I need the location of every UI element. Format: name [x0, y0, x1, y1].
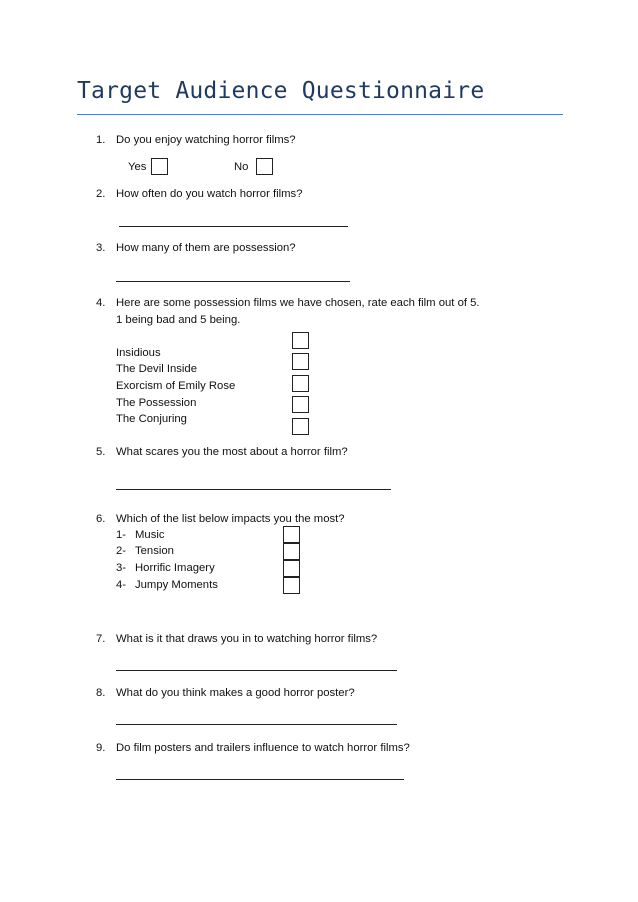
film-rating-box[interactable] [292, 396, 309, 413]
impact-rank-box[interactable] [283, 526, 300, 543]
q5-answer-line[interactable] [116, 489, 391, 490]
q2-answer-line[interactable] [119, 226, 348, 227]
title-underline [77, 114, 563, 115]
q2-number: 2. [96, 188, 106, 200]
film-item: The Possession [116, 397, 197, 409]
q3-answer-line[interactable] [116, 281, 350, 282]
q1-number: 1. [96, 134, 106, 146]
film-item: Insidious [116, 347, 161, 359]
option-label: Music [135, 529, 165, 541]
q1-text: Do you enjoy watching horror films? [116, 134, 296, 146]
q3-number: 3. [96, 242, 106, 254]
q6-number: 6. [96, 513, 106, 525]
film-item: The Devil Inside [116, 363, 197, 375]
film-item: Exorcism of Emily Rose [116, 380, 236, 392]
q5-text: What scares you the most about a horror film? [116, 446, 348, 458]
q1-no-checkbox[interactable] [256, 158, 273, 175]
option-number: 4- [116, 579, 127, 591]
q9-number: 9. [96, 742, 106, 754]
q7-number: 7. [96, 633, 106, 645]
option-number: 2- [116, 545, 127, 557]
option-label: Jumpy Moments [135, 579, 218, 591]
q1-no-label: No [234, 161, 249, 173]
film-rating-box[interactable] [292, 375, 309, 392]
q9-answer-line[interactable] [116, 779, 404, 780]
q9-text: Do film posters and trailers influence to watch horror films? [116, 742, 410, 754]
q8-number: 8. [96, 687, 106, 699]
q2-text: How often do you watch horror films? [116, 188, 303, 200]
q5-number: 5. [96, 446, 106, 458]
film-rating-box[interactable] [292, 353, 309, 370]
q4-number: 4. [96, 297, 106, 309]
film-item: The Conjuring [116, 413, 187, 425]
option-number: 1- [116, 529, 127, 541]
q3-text: How many of them are possession? [116, 242, 296, 254]
option-label: Tension [135, 545, 174, 557]
impact-rank-box[interactable] [283, 543, 300, 560]
q4-text-scale: 1 being bad and 5 being. [116, 314, 241, 326]
impact-rank-box[interactable] [283, 560, 300, 577]
film-rating-box[interactable] [292, 418, 309, 435]
q1-yes-label: Yes [128, 161, 147, 173]
q4-text: Here are some possession films we have chosen, rate each film out of 5. [116, 297, 480, 309]
q7-text: What is it that draws you in to watching horror films? [116, 633, 378, 645]
page-title: Target Audience Questionnaire [77, 78, 485, 104]
q6-text: Which of the list below impacts you the most? [116, 513, 345, 525]
option-number: 3- [116, 562, 127, 574]
impact-rank-box[interactable] [283, 577, 300, 594]
q7-answer-line[interactable] [116, 670, 397, 671]
q1-yes-checkbox[interactable] [151, 158, 168, 175]
film-rating-box[interactable] [292, 332, 309, 349]
q8-text: What do you think makes a good horror poster? [116, 687, 355, 699]
q8-answer-line[interactable] [116, 724, 397, 725]
option-label: Horrific Imagery [135, 562, 215, 574]
